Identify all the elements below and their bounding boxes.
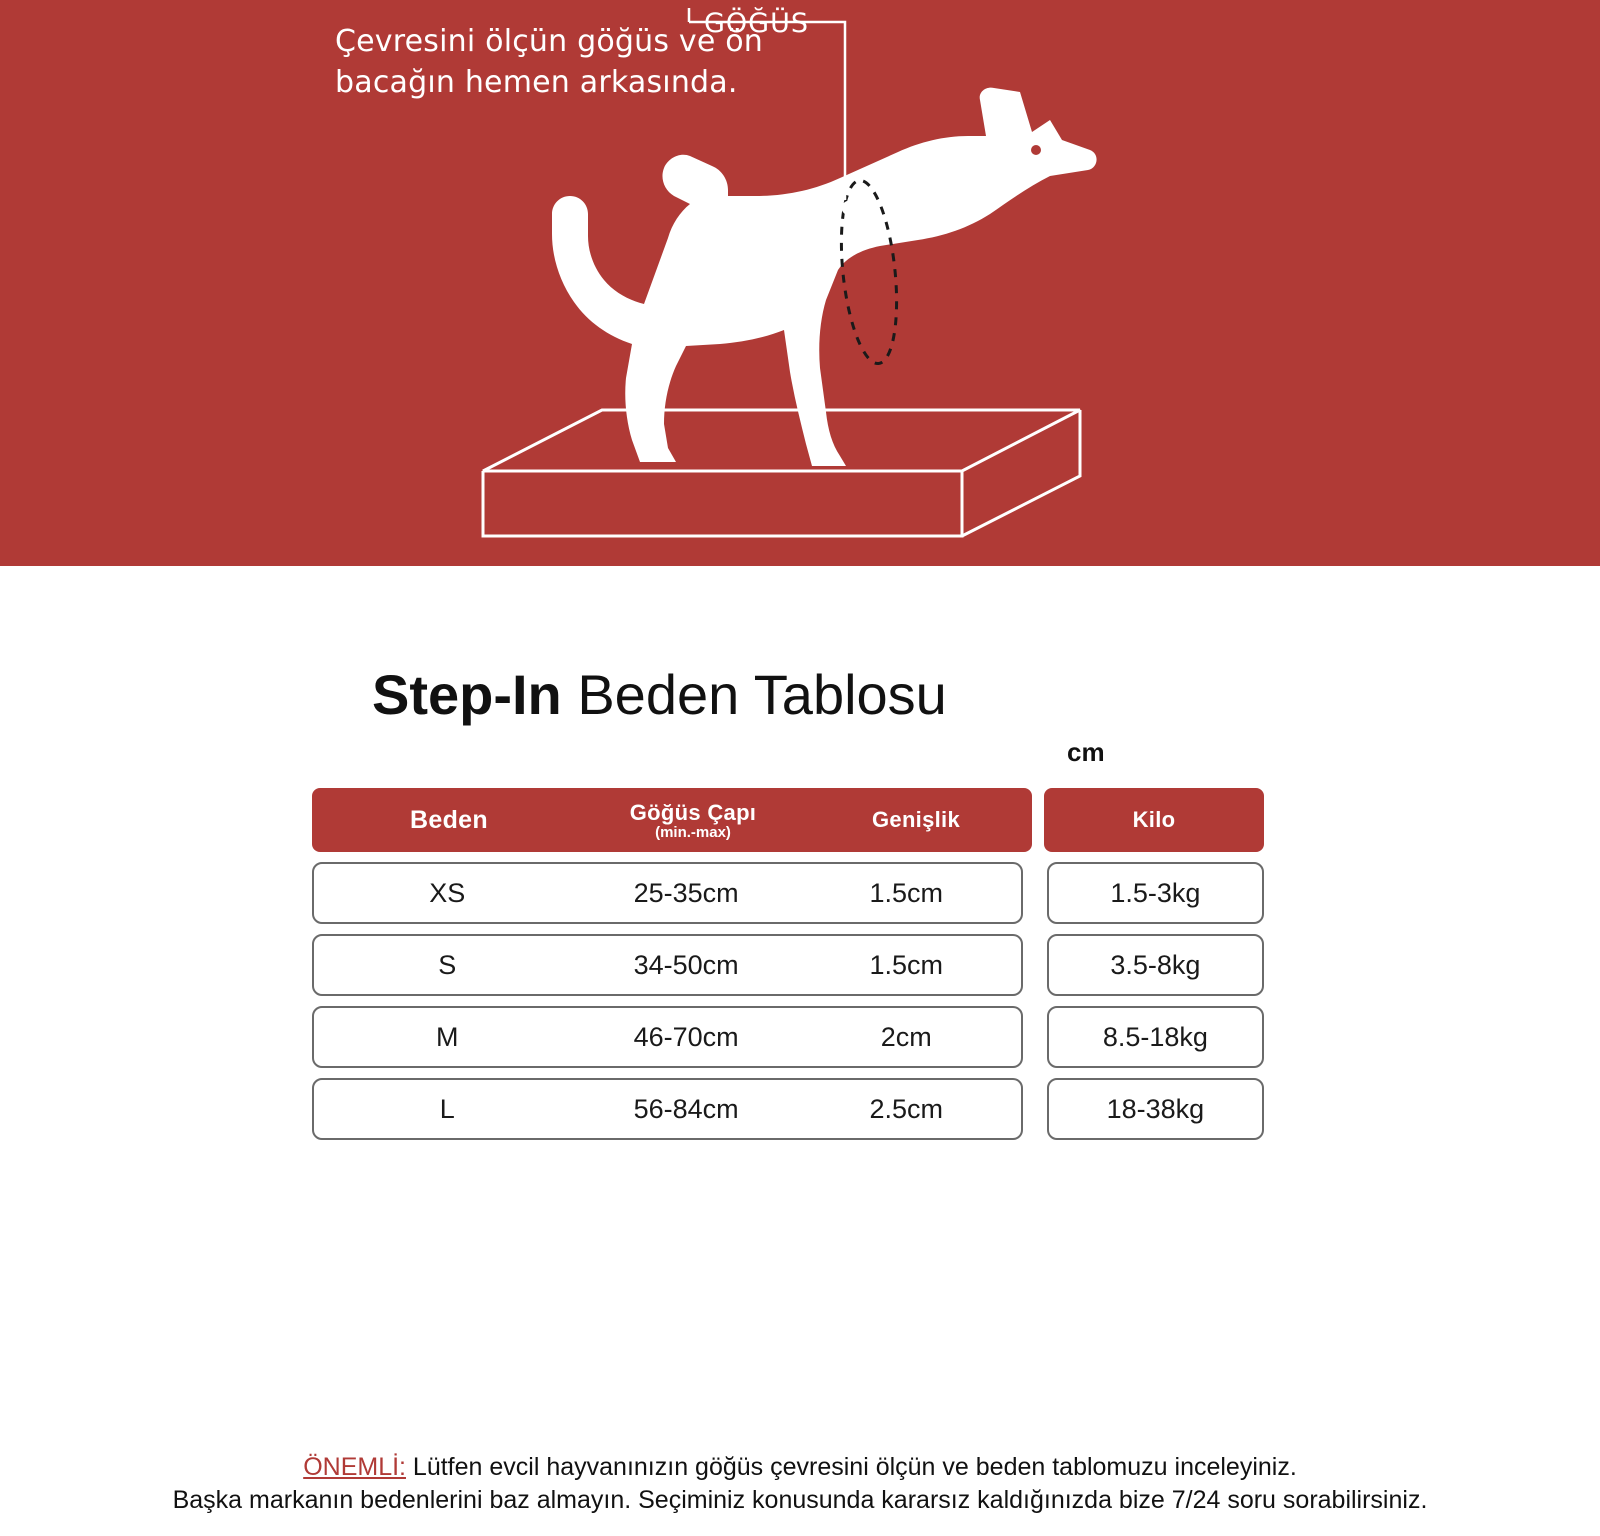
- table-row-main-group: [312, 934, 1023, 996]
- cell-beden: S: [438, 949, 457, 980]
- cell-kilo: 1.5-3kg: [1047, 862, 1264, 924]
- header-label: Genişlik: [872, 807, 960, 832]
- cell-beden: XS: [429, 877, 466, 908]
- chest-label: GÖĞÜS: [704, 8, 809, 39]
- table-row-main-group: [312, 1078, 1023, 1140]
- table-row: [312, 934, 1264, 996]
- unit-label: cm: [1067, 737, 1105, 767]
- cell-kilo: 3.5-8kg: [1047, 934, 1264, 996]
- page-title-light: Beden Tablosu: [561, 663, 947, 726]
- header-sublabel: (min.-max): [655, 823, 731, 841]
- cell-gogus: 56-84cm: [633, 1093, 739, 1124]
- cell-genislik: 1.5cm: [869, 877, 944, 908]
- page-title-strong: Step-In: [372, 663, 562, 726]
- page-title: [372, 662, 947, 727]
- header-cell-gogus-capi: [586, 788, 800, 852]
- cell-kilo: 8.5-18kg: [1047, 1006, 1264, 1068]
- dog-eye-icon: [1031, 145, 1041, 155]
- important-label: ÖNEMLİ:: [303, 1452, 406, 1481]
- cell-genislik: 2.5cm: [869, 1093, 944, 1124]
- footer-line-1: [0, 1451, 1600, 1485]
- cell-beden: L: [439, 1093, 455, 1124]
- footer-text-1: Lütfen evcil hayvanınızın göğüs çevresini ölçün ve beden tablomuzu inceleyiniz.: [405, 1452, 1297, 1481]
- header-cell-kilo: [1044, 788, 1264, 852]
- header-label: Beden: [410, 805, 488, 834]
- cell-gogus: 25-35cm: [633, 877, 739, 908]
- table-header-row: [312, 788, 1264, 852]
- hero-banner: [0, 0, 1600, 566]
- header-label: Kilo: [1132, 807, 1176, 832]
- header-cell-genislik: [800, 788, 1032, 852]
- table-row: [312, 1006, 1264, 1068]
- cell-beden: M: [436, 1021, 459, 1052]
- table-row: [312, 1078, 1264, 1140]
- platform-box-icon: [483, 410, 1080, 536]
- header-cell-beden: [312, 788, 586, 852]
- table-row-main-group: [312, 862, 1023, 924]
- measure-instruction-text: Çevresini ölçün göğüs ve ön bacağın hemen arkasında.: [335, 24, 764, 100]
- cell-gogus: 46-70cm: [633, 1021, 739, 1052]
- size-table: [312, 788, 1264, 1150]
- cell-genislik: 2cm: [880, 1021, 932, 1052]
- table-row: [312, 862, 1264, 924]
- cell-kilo: 18-38kg: [1047, 1078, 1264, 1140]
- footer-note: [0, 1451, 1600, 1519]
- footer-line-2: Başka markanın bedenlerini baz almayın. Seçiminiz konusunda kararsız kaldığınızda bize 7/24 soru sorabilirsiniz.: [172, 1486, 1428, 1515]
- cell-gogus: 34-50cm: [633, 949, 739, 980]
- header-label: Göğüs Çapı: [629, 799, 757, 825]
- table-row-main-group: [312, 1006, 1023, 1068]
- cell-genislik: 1.5cm: [869, 949, 944, 980]
